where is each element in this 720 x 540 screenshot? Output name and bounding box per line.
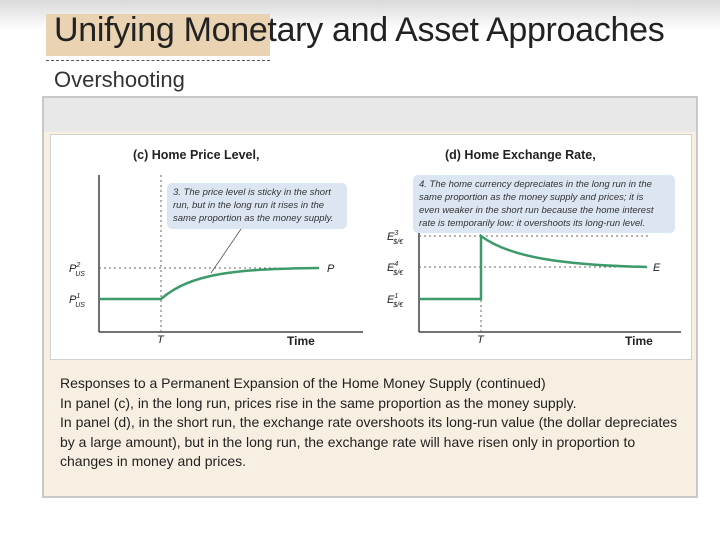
chart-panel — [50, 134, 692, 360]
panel-d-e3-label: $E^3$ $/€ — [387, 230, 403, 246]
panel-d-e4-label: $E^4$ $/€ — [387, 261, 403, 277]
panel-d-x-label: Time — [625, 334, 653, 348]
figure-caption — [60, 374, 690, 472]
panel-c-p1-label: $P^1$ US — [69, 293, 85, 309]
panel-d-annotation: 4. The home currency depreciates in the long run in the same proportion as the money supply and prices; it is even weaker in the short run because the home interest rate is temporarily low: it overshoots its long-run level. — [419, 179, 654, 229]
panel-c-price-level — [69, 148, 363, 348]
caption-panel-c: In panel (c), in the long run, prices rise in the same proportion as the money supply. — [60, 394, 577, 411]
panel-d-x-tick-T: T — [477, 334, 484, 346]
caption-panel-d: In panel (d), in the short run, the exchange rate overshoots its long-run value (the dollar depreciates by a large amount), but in the long run, the exchange rate will have risen only in proportion to changes in money and prices. — [60, 414, 678, 469]
caption-title: Responses to a Permanent Expansion of the Home Money Supply (continued) — [60, 375, 546, 391]
panel-d-exchange-curve — [419, 236, 647, 299]
panel-c-p2-label: $P^2$ US — [69, 262, 85, 278]
figure-top-strip — [44, 98, 696, 132]
overshooting-figure — [51, 135, 691, 359]
panel-c-x-tick-T: T — [157, 334, 164, 346]
panel-d-e1-label: $E^1$ $/€ — [387, 293, 403, 309]
figure-frame — [42, 96, 698, 498]
panel-c-curve-label: P — [327, 263, 335, 275]
panel-c-x-label: Time — [287, 334, 315, 348]
panel-c-price-curve — [99, 268, 319, 299]
slide-subtitle: Overshooting — [54, 67, 185, 92]
panel-d-curve-label: E — [653, 262, 661, 274]
panel-c-annotation-pointer — [211, 229, 241, 273]
slide-title: Unifying Monetary and Asset Approaches — [54, 11, 665, 49]
title-divider — [46, 60, 270, 61]
panel-c-heading: (c) Home Price Level, — [133, 148, 260, 162]
panel-c-annotation: 3. The price level is sticky in the short run, but in the long run it rises in the same proportion as the money supply. — [173, 187, 334, 224]
panel-d-exchange-rate — [387, 148, 681, 348]
panel-d-heading: (d) Home Exchange Rate, — [445, 148, 596, 162]
